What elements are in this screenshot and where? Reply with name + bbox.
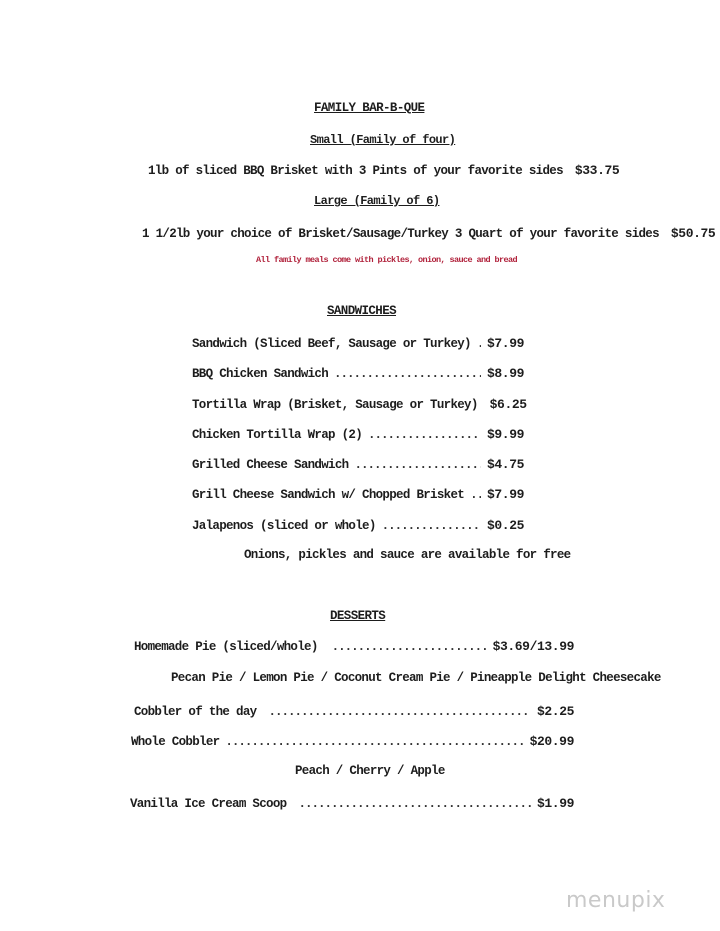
dessert-cobbler-day <box>134 704 574 719</box>
sandwich-item <box>192 366 524 381</box>
item-price: $9.99 <box>486 427 524 442</box>
item-price: $2.25 <box>536 704 574 719</box>
sandwich-item <box>192 457 524 472</box>
dot-leader <box>382 519 481 533</box>
sandwiches-heading: SANDWICHES <box>327 304 397 318</box>
dot-leader <box>332 640 487 654</box>
item-name: Jalapenos (sliced or whole) <box>192 519 376 533</box>
sandwich-item <box>192 336 524 351</box>
item-name: Homemade Pie (sliced/whole) <box>134 640 318 654</box>
item-price: $4.75 <box>486 457 524 472</box>
item-name: Tortilla Wrap (Brisket, Sausage or Turkey) <box>192 398 478 412</box>
dot-leader <box>334 367 481 381</box>
sandwich-item <box>192 397 527 412</box>
item-name: Grilled Cheese Sandwich <box>192 458 349 472</box>
sandwiches-note: Onions, pickles and sauce are available for free <box>244 548 571 562</box>
item-desc: 1lb of sliced BBQ Brisket with 3 Pints of your favorite sides <box>148 164 563 178</box>
desserts-heading: DESSERTS <box>330 609 386 623</box>
item-name: Grill Cheese Sandwich w/ Chopped Brisket <box>192 488 465 502</box>
item-price: $3.69/13.99 <box>492 639 574 654</box>
item-name: BBQ Chicken Sandwich <box>192 367 329 381</box>
item-name: Whole Cobbler <box>131 735 220 749</box>
item-price: $50.75 <box>670 226 716 241</box>
dessert-whole-cobbler <box>131 734 574 749</box>
dot-leader <box>354 458 481 472</box>
item-price: $7.99 <box>486 487 524 502</box>
menupix-watermark: menupix <box>566 888 666 913</box>
item-name: Chicken Tortilla Wrap (2) <box>192 428 363 442</box>
item-desc: 1 1/2lb your choice of Brisket/Sausage/Turkey 3 Quart of your favorite sides <box>142 227 659 241</box>
item-price: $6.25 <box>489 397 527 412</box>
family-note: All family meals come with pickles, onion, sauce and bread <box>256 255 518 265</box>
family-heading: FAMILY BAR-B-QUE <box>314 101 425 115</box>
item-price: $0.25 <box>486 518 524 533</box>
pie-options: Pecan Pie / Lemon Pie / Coconut Cream Pie / Pineapple Delight Cheesecake <box>171 671 661 685</box>
item-price: $1.99 <box>536 796 574 811</box>
sandwich-item <box>192 487 524 502</box>
family-small-item <box>148 163 620 178</box>
item-price: $8.99 <box>486 366 524 381</box>
family-large-item <box>142 226 716 241</box>
item-price: $33.75 <box>574 163 620 178</box>
dessert-ice-cream <box>130 796 574 811</box>
sandwich-item <box>192 427 524 442</box>
dot-leader <box>477 337 481 351</box>
family-large-title: Large (Family of 6) <box>314 194 440 208</box>
dot-leader <box>470 488 481 502</box>
dot-leader <box>268 705 531 719</box>
item-name: Sandwich (Sliced Beef, Sausage or Turkey) <box>192 337 471 351</box>
family-small-title: Small (Family of four) <box>310 133 456 147</box>
item-name: Cobbler of the day <box>134 705 257 719</box>
dot-leader <box>298 797 531 811</box>
sandwich-item <box>192 518 524 533</box>
cobbler-options: Peach / Cherry / Apple <box>295 764 445 778</box>
dessert-pie <box>134 639 574 654</box>
item-price: $20.99 <box>529 734 574 749</box>
dot-leader <box>225 735 523 749</box>
item-name: Vanilla Ice Cream Scoop <box>130 797 287 811</box>
item-price: $7.99 <box>486 336 524 351</box>
dot-leader <box>368 428 481 442</box>
